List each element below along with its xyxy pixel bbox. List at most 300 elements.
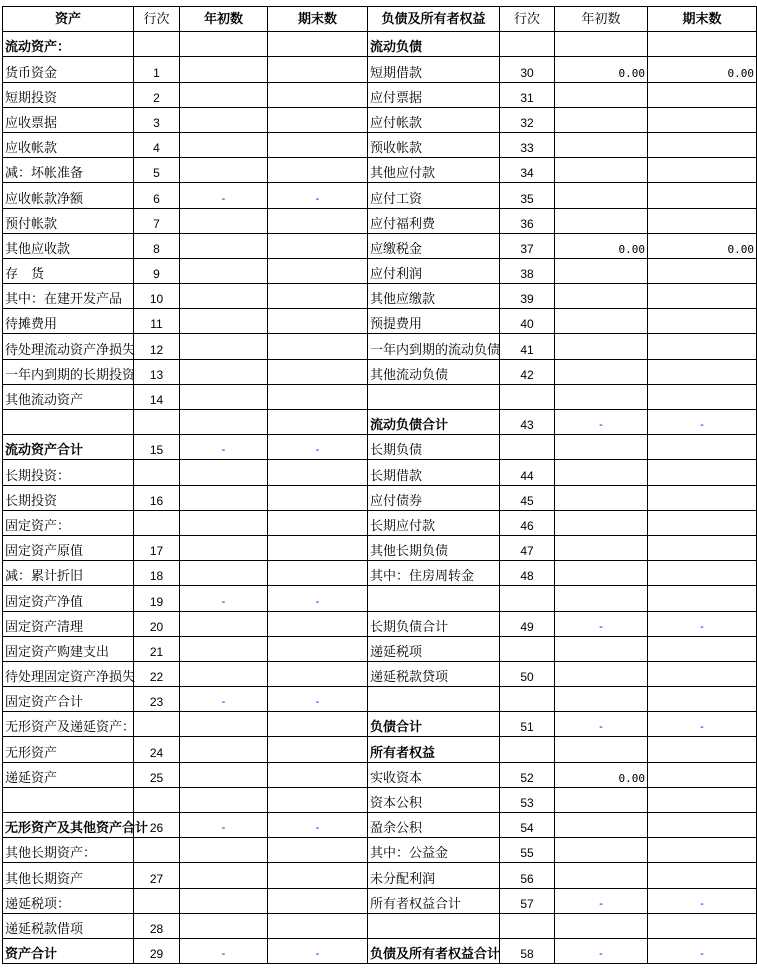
- liability-label: 预提费用: [368, 309, 500, 334]
- asset-row-number: 4: [134, 132, 180, 157]
- asset-row-number: 12: [134, 334, 180, 359]
- asset-label: 其他流动资产: [3, 384, 134, 409]
- liability-begin-value: [555, 485, 648, 510]
- liability-row-number: 36: [500, 208, 555, 233]
- liability-end-value: [648, 258, 757, 283]
- table-row: [3, 586, 757, 611]
- asset-row-number: [134, 888, 180, 913]
- asset-end-value: [268, 158, 368, 183]
- liability-label: 应付福利费: [368, 208, 500, 233]
- liability-label: [368, 913, 500, 938]
- liability-end-value: [648, 913, 757, 938]
- asset-end-value: [268, 661, 368, 686]
- asset-begin-value: -: [180, 938, 268, 963]
- asset-label: 无形资产及其他资产合计: [3, 813, 134, 838]
- liability-end-value: 0.00: [648, 233, 757, 258]
- asset-row-number: 9: [134, 258, 180, 283]
- asset-end-value: -: [268, 687, 368, 712]
- asset-begin-value: [180, 460, 268, 485]
- table-row: [3, 485, 757, 510]
- liability-row-number: 31: [500, 82, 555, 107]
- liability-end-value: [648, 309, 757, 334]
- asset-label: 固定资产净值: [3, 586, 134, 611]
- liability-begin-value: [555, 687, 648, 712]
- asset-begin-value: [180, 787, 268, 812]
- asset-label: 减：累计折旧: [3, 561, 134, 586]
- liability-begin-value: [555, 863, 648, 888]
- asset-row-number: 2: [134, 82, 180, 107]
- header-row: [3, 7, 757, 32]
- liability-end-value: -: [648, 410, 757, 435]
- liability-row-number: 42: [500, 359, 555, 384]
- asset-begin-value: [180, 561, 268, 586]
- liability-end-value: [648, 435, 757, 460]
- header-liabilities-equity: 负债及所有者权益: [368, 7, 500, 32]
- table-row: [3, 712, 757, 737]
- asset-begin-value: [180, 737, 268, 762]
- asset-end-value: [268, 535, 368, 560]
- asset-label: 流动资产：: [3, 32, 134, 57]
- asset-row-number: 28: [134, 913, 180, 938]
- liability-label: [368, 586, 500, 611]
- asset-begin-value: -: [180, 183, 268, 208]
- asset-label: 货币资金: [3, 57, 134, 82]
- table-row: [3, 82, 757, 107]
- liability-end-value: [648, 510, 757, 535]
- asset-row-number: 14: [134, 384, 180, 409]
- table-row: [3, 233, 757, 258]
- table-row: [3, 762, 757, 787]
- liability-begin-value: [555, 913, 648, 938]
- asset-end-value: [268, 334, 368, 359]
- liability-begin-value: [555, 284, 648, 309]
- asset-begin-value: [180, 838, 268, 863]
- asset-begin-value: [180, 384, 268, 409]
- liability-end-value: [648, 863, 757, 888]
- asset-row-number: 29: [134, 938, 180, 963]
- asset-label: 固定资产原值: [3, 535, 134, 560]
- asset-begin-value: [180, 510, 268, 535]
- liability-label: 其他长期负债: [368, 535, 500, 560]
- table-row: [3, 384, 757, 409]
- liability-end-value: [648, 787, 757, 812]
- liability-begin-value: [555, 435, 648, 460]
- asset-label: 固定资产清理: [3, 611, 134, 636]
- liability-row-number: 47: [500, 535, 555, 560]
- table-row: [3, 636, 757, 661]
- table-row: [3, 611, 757, 636]
- asset-label: 减：坏帐准备: [3, 158, 134, 183]
- liability-end-value: [648, 485, 757, 510]
- liability-label: 流动负债: [368, 32, 500, 57]
- table-row: [3, 737, 757, 762]
- liability-row-number: 30: [500, 57, 555, 82]
- liability-begin-value: [555, 384, 648, 409]
- asset-row-number: 3: [134, 107, 180, 132]
- liability-end-value: [648, 359, 757, 384]
- asset-end-value: [268, 611, 368, 636]
- liability-label: 所有者权益: [368, 737, 500, 762]
- asset-end-value: -: [268, 586, 368, 611]
- asset-begin-value: [180, 888, 268, 913]
- liability-end-value: [648, 132, 757, 157]
- liability-end-value: -: [648, 938, 757, 963]
- liability-begin-value: 0.00: [555, 233, 648, 258]
- asset-end-value: [268, 561, 368, 586]
- asset-row-number: 26: [134, 813, 180, 838]
- asset-row-number: [134, 410, 180, 435]
- liability-end-value: [648, 158, 757, 183]
- table-row: [3, 57, 757, 82]
- table-row: [3, 888, 757, 913]
- liability-row-number: 41: [500, 334, 555, 359]
- asset-label: 无形资产及递延资产：: [3, 712, 134, 737]
- asset-begin-value: [180, 334, 268, 359]
- liability-end-value: [648, 762, 757, 787]
- table-row: [3, 132, 757, 157]
- asset-row-number: 25: [134, 762, 180, 787]
- asset-end-value: [268, 410, 368, 435]
- liability-label: 应付帐款: [368, 107, 500, 132]
- asset-row-number: 19: [134, 586, 180, 611]
- asset-row-number: [134, 460, 180, 485]
- asset-label: 长期投资: [3, 485, 134, 510]
- liability-label: 长期借款: [368, 460, 500, 485]
- liability-begin-value: [555, 158, 648, 183]
- table-row: [3, 838, 757, 863]
- asset-label: 长期投资：: [3, 460, 134, 485]
- liability-end-value: [648, 535, 757, 560]
- asset-end-value: [268, 384, 368, 409]
- asset-end-value: [268, 82, 368, 107]
- liability-label: 其中：住房周转金: [368, 561, 500, 586]
- asset-row-number: 23: [134, 687, 180, 712]
- asset-end-value: [268, 359, 368, 384]
- liability-row-number: [500, 384, 555, 409]
- balance-sheet-table: [2, 6, 757, 964]
- asset-row-number: 15: [134, 435, 180, 460]
- liability-row-number: 43: [500, 410, 555, 435]
- liability-begin-value: [555, 183, 648, 208]
- liability-label: [368, 384, 500, 409]
- liability-row-number: [500, 32, 555, 57]
- liability-row-number: 49: [500, 611, 555, 636]
- liability-begin-value: [555, 208, 648, 233]
- asset-begin-value: [180, 57, 268, 82]
- asset-end-value: [268, 888, 368, 913]
- asset-label: 其中：在建开发产品: [3, 284, 134, 309]
- asset-end-value: [268, 787, 368, 812]
- liability-row-number: 56: [500, 863, 555, 888]
- asset-label: 固定资产购建支出: [3, 636, 134, 661]
- table-row: [3, 359, 757, 384]
- asset-row-number: [134, 787, 180, 812]
- asset-label: 固定资产合计: [3, 687, 134, 712]
- liability-end-value: [648, 183, 757, 208]
- asset-label: 资产合计: [3, 938, 134, 963]
- liability-begin-value: [555, 107, 648, 132]
- asset-label: 递延资产: [3, 762, 134, 787]
- asset-row-number: 24: [134, 737, 180, 762]
- asset-label: 其他长期资产：: [3, 838, 134, 863]
- header-begin-left: 年初数: [180, 7, 268, 32]
- liability-row-number: 55: [500, 838, 555, 863]
- table-row: [3, 813, 757, 838]
- asset-row-number: 20: [134, 611, 180, 636]
- asset-end-value: [268, 284, 368, 309]
- table-row: [3, 435, 757, 460]
- liability-begin-value: -: [555, 410, 648, 435]
- asset-end-value: [268, 258, 368, 283]
- liability-label: 一年内到期的流动负债: [368, 334, 500, 359]
- liability-begin-value: [555, 32, 648, 57]
- asset-label: [3, 410, 134, 435]
- asset-begin-value: [180, 712, 268, 737]
- liability-begin-value: [555, 460, 648, 485]
- table-row: [3, 158, 757, 183]
- asset-begin-value: -: [180, 435, 268, 460]
- liability-label: 应付票据: [368, 82, 500, 107]
- liability-label: 预收帐款: [368, 132, 500, 157]
- liability-label: 未分配利润: [368, 863, 500, 888]
- asset-row-number: [134, 510, 180, 535]
- liability-row-number: 57: [500, 888, 555, 913]
- asset-label: 预付帐款: [3, 208, 134, 233]
- asset-end-value: [268, 107, 368, 132]
- liability-label: 资本公积: [368, 787, 500, 812]
- liability-label: 负债及所有者权益合计: [368, 938, 500, 963]
- asset-end-value: [268, 233, 368, 258]
- table-row: [3, 208, 757, 233]
- asset-begin-value: [180, 636, 268, 661]
- liability-begin-value: [555, 359, 648, 384]
- asset-begin-value: [180, 410, 268, 435]
- liability-begin-value: [555, 737, 648, 762]
- liability-label: 其中：公益金: [368, 838, 500, 863]
- liability-begin-value: [555, 334, 648, 359]
- asset-end-value: -: [268, 813, 368, 838]
- asset-end-value: [268, 132, 368, 157]
- liability-end-value: [648, 687, 757, 712]
- liability-row-number: 53: [500, 787, 555, 812]
- asset-begin-value: -: [180, 813, 268, 838]
- asset-label: [3, 787, 134, 812]
- liability-begin-value: [555, 787, 648, 812]
- asset-end-value: -: [268, 435, 368, 460]
- liability-label: 所有者权益合计: [368, 888, 500, 913]
- liability-end-value: [648, 32, 757, 57]
- asset-begin-value: [180, 611, 268, 636]
- liability-begin-value: -: [555, 611, 648, 636]
- asset-label: 待摊费用: [3, 309, 134, 334]
- asset-begin-value: [180, 359, 268, 384]
- liability-begin-value: 0.00: [555, 57, 648, 82]
- liability-begin-value: [555, 838, 648, 863]
- asset-begin-value: [180, 258, 268, 283]
- liability-row-number: [500, 913, 555, 938]
- header-row-no-right: 行次: [500, 7, 555, 32]
- liability-row-number: 40: [500, 309, 555, 334]
- liability-row-number: 50: [500, 661, 555, 686]
- asset-end-value: -: [268, 183, 368, 208]
- liability-row-number: 39: [500, 284, 555, 309]
- liability-label: 长期应付款: [368, 510, 500, 535]
- asset-begin-value: [180, 208, 268, 233]
- asset-begin-value: [180, 913, 268, 938]
- asset-label: 应收票据: [3, 107, 134, 132]
- table-row: [3, 258, 757, 283]
- asset-end-value: [268, 485, 368, 510]
- asset-label: 流动资产合计: [3, 435, 134, 460]
- liability-end-value: [648, 813, 757, 838]
- liability-begin-value: [555, 258, 648, 283]
- asset-row-number: 17: [134, 535, 180, 560]
- table-row: [3, 687, 757, 712]
- asset-label: 存 货: [3, 258, 134, 283]
- table-row: [3, 284, 757, 309]
- header-end-right: 期末数: [648, 7, 757, 32]
- asset-begin-value: [180, 158, 268, 183]
- liability-label: 其他流动负债: [368, 359, 500, 384]
- liability-row-number: 32: [500, 107, 555, 132]
- asset-begin-value: [180, 32, 268, 57]
- liability-row-number: 48: [500, 561, 555, 586]
- liability-begin-value: [555, 636, 648, 661]
- liability-row-number: 58: [500, 938, 555, 963]
- liability-begin-value: -: [555, 938, 648, 963]
- asset-begin-value: [180, 309, 268, 334]
- liability-end-value: [648, 208, 757, 233]
- liability-end-value: [648, 82, 757, 107]
- liability-row-number: [500, 687, 555, 712]
- asset-end-value: [268, 737, 368, 762]
- asset-label: 递延税项：: [3, 888, 134, 913]
- liability-begin-value: [555, 586, 648, 611]
- liability-end-value: [648, 586, 757, 611]
- liability-end-value: 0.00: [648, 57, 757, 82]
- asset-begin-value: [180, 485, 268, 510]
- liability-row-number: 35: [500, 183, 555, 208]
- asset-label: 短期投资: [3, 82, 134, 107]
- liability-begin-value: 0.00: [555, 762, 648, 787]
- asset-row-number: 5: [134, 158, 180, 183]
- asset-begin-value: -: [180, 687, 268, 712]
- liability-row-number: 44: [500, 460, 555, 485]
- asset-row-number: 13: [134, 359, 180, 384]
- table-row: [3, 913, 757, 938]
- liability-row-number: 46: [500, 510, 555, 535]
- asset-row-number: [134, 32, 180, 57]
- table-row: [3, 107, 757, 132]
- asset-row-number: 1: [134, 57, 180, 82]
- liability-end-value: [648, 561, 757, 586]
- liability-begin-value: [555, 132, 648, 157]
- liability-label: 盈余公积: [368, 813, 500, 838]
- asset-label: 递延税款借项: [3, 913, 134, 938]
- asset-begin-value: [180, 107, 268, 132]
- liability-row-number: 51: [500, 712, 555, 737]
- table-row: [3, 183, 757, 208]
- liability-label: 流动负债合计: [368, 410, 500, 435]
- table-row: [3, 863, 757, 888]
- liability-label: 递延税项: [368, 636, 500, 661]
- liability-end-value: [648, 107, 757, 132]
- asset-row-number: 27: [134, 863, 180, 888]
- liability-end-value: [648, 284, 757, 309]
- asset-label: 一年内到期的长期投资: [3, 359, 134, 384]
- liability-row-number: 52: [500, 762, 555, 787]
- liability-label: 递延税款贷项: [368, 661, 500, 686]
- liability-label: 短期借款: [368, 57, 500, 82]
- liability-label: 应付利润: [368, 258, 500, 283]
- liability-begin-value: [555, 813, 648, 838]
- table-row: [3, 309, 757, 334]
- liability-row-number: [500, 737, 555, 762]
- asset-row-number: 6: [134, 183, 180, 208]
- table-row: [3, 410, 757, 435]
- asset-end-value: [268, 309, 368, 334]
- liability-begin-value: [555, 309, 648, 334]
- asset-end-value: [268, 32, 368, 57]
- header-end-left: 期末数: [268, 7, 368, 32]
- liability-row-number: 54: [500, 813, 555, 838]
- liability-begin-value: [555, 82, 648, 107]
- asset-label: 无形资产: [3, 737, 134, 762]
- asset-end-value: [268, 762, 368, 787]
- liability-label: 其他应缴款: [368, 284, 500, 309]
- asset-end-value: [268, 913, 368, 938]
- asset-row-number: [134, 712, 180, 737]
- liability-row-number: [500, 435, 555, 460]
- liability-begin-value: [555, 535, 648, 560]
- header-assets: 资产: [3, 7, 134, 32]
- asset-label: 待处理固定资产净损失: [3, 661, 134, 686]
- liability-end-value: [648, 838, 757, 863]
- liability-begin-value: [555, 661, 648, 686]
- asset-row-number: 10: [134, 284, 180, 309]
- liability-end-value: -: [648, 888, 757, 913]
- liability-row-number: 45: [500, 485, 555, 510]
- liability-end-value: -: [648, 611, 757, 636]
- liability-row-number: 34: [500, 158, 555, 183]
- asset-begin-value: [180, 762, 268, 787]
- liability-begin-value: [555, 561, 648, 586]
- asset-row-number: 7: [134, 208, 180, 233]
- asset-row-number: 18: [134, 561, 180, 586]
- asset-begin-value: [180, 863, 268, 888]
- asset-end-value: [268, 510, 368, 535]
- liability-begin-value: -: [555, 712, 648, 737]
- asset-row-number: 11: [134, 309, 180, 334]
- liability-end-value: -: [648, 712, 757, 737]
- liability-label: 应付工资: [368, 183, 500, 208]
- asset-label: 应收帐款净额: [3, 183, 134, 208]
- liability-label: 应付债券: [368, 485, 500, 510]
- table-row: [3, 938, 757, 963]
- header-row-no-left: 行次: [134, 7, 180, 32]
- asset-label: 其他长期资产: [3, 863, 134, 888]
- table-row: [3, 535, 757, 560]
- asset-row-number: 22: [134, 661, 180, 686]
- liability-row-number: 33: [500, 132, 555, 157]
- liability-label: 长期负债合计: [368, 611, 500, 636]
- table-row: [3, 32, 757, 57]
- asset-end-value: [268, 863, 368, 888]
- asset-label: 固定资产：: [3, 510, 134, 535]
- liability-end-value: [648, 384, 757, 409]
- table-row: [3, 661, 757, 686]
- liability-label: 应缴税金: [368, 233, 500, 258]
